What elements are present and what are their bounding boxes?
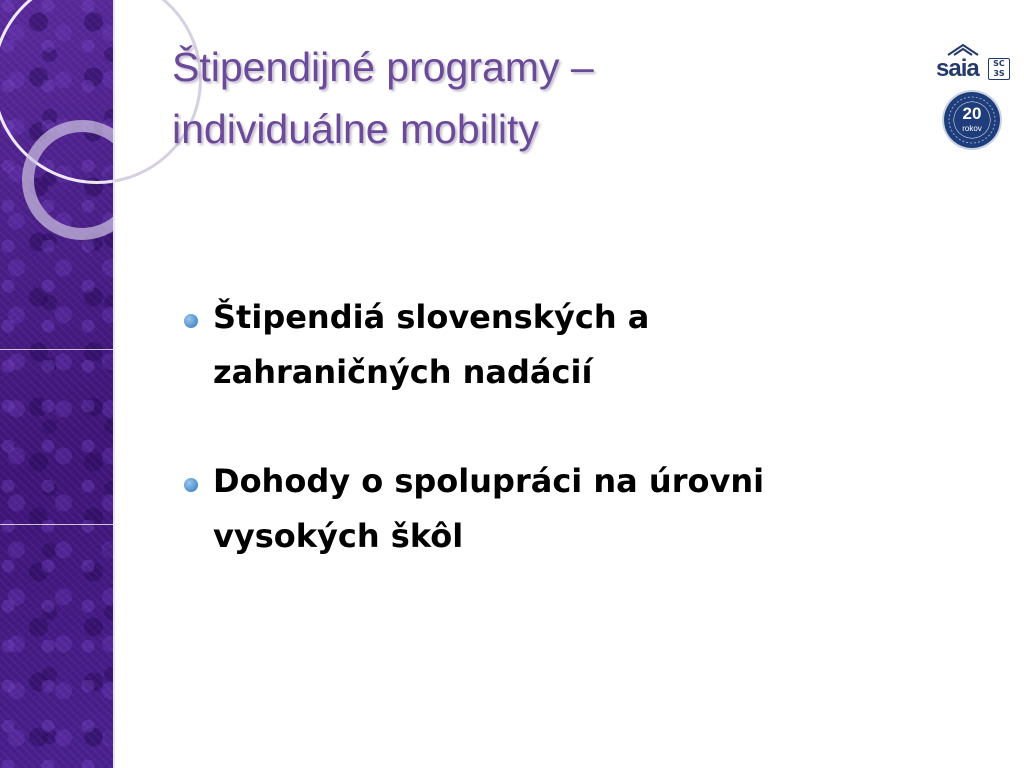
saia-logo-text: saia xyxy=(936,55,979,82)
saia-logo-side: SC 3S xyxy=(988,58,1010,80)
strip-divider xyxy=(0,349,113,350)
strip-divider xyxy=(0,524,113,525)
saia-logo xyxy=(936,44,1010,86)
bullet-text-line1: Dohody o spolupráci na úrovni xyxy=(213,462,765,500)
slide-title xyxy=(172,36,892,160)
bullet-text-line1: Štipendiá slovenských a xyxy=(213,298,650,336)
bullet-text-line2: vysokých škôl xyxy=(213,517,464,555)
slide-title-line2: individuálne mobility xyxy=(172,106,539,152)
bullet-dot-icon xyxy=(184,314,198,328)
bullet-item xyxy=(184,454,944,564)
strip-edge xyxy=(113,0,115,768)
bullet-dot-icon xyxy=(184,478,198,492)
bullet-list xyxy=(184,290,944,618)
badge-number: 20 xyxy=(962,104,982,123)
anniversary-badge-logo xyxy=(944,92,1000,148)
bullet-item xyxy=(184,290,944,400)
slide-title-line1: Štipendijné programy – xyxy=(172,44,594,90)
badge-center xyxy=(954,102,990,138)
badge-word: rokov xyxy=(962,124,982,133)
bullet-text-line2: zahraničných nadácií xyxy=(213,353,593,391)
